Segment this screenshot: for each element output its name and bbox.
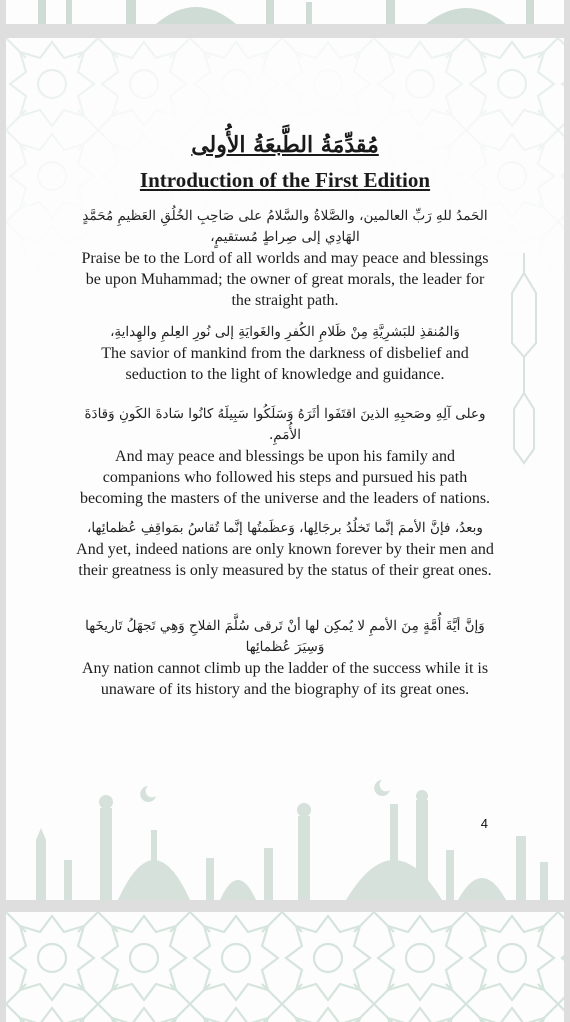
previous-page-edge [6, 0, 564, 24]
lantern-icon [504, 253, 544, 473]
paragraph-english: Praise be to the Lord of all worlds and may peace and blessings be upon Muhammad; the owner of great morals, the leader for the straight path. [81, 250, 489, 309]
next-page-edge [6, 912, 564, 1022]
mosque-skyline-illustration [6, 0, 564, 24]
title-arabic: مُقدِّمَةُ الطَّبعَةُ الأُولى [191, 132, 379, 158]
paragraph-english: The savior of mankind from the darkness of disbelief and seduction to the light of knowledge and guidance. [101, 345, 469, 383]
paragraph-arabic: وعلى آلِهِ وصَحبِهِ الذينَ اقتَفَوا أثَرَهُ وَسَلَكُوا سَبِيلَهُ كانُوا سَادةَ الكَونِ وَقادَةَ الأُمَمِ. [84, 406, 486, 443]
islamic-geometric-pattern [6, 912, 564, 1022]
paragraph-arabic: الحَمدُ للهِ رَبِّ العالمين، والصَّلاةُ والسَّلامُ على صَاحِبِ الخُلُقِ العَظيمِ مُحَمَّدٍ الهَادِي إلى صِراطٍ مُستقيمٍ، [82, 208, 488, 245]
document-page [6, 38, 564, 900]
paragraph-5 [76, 616, 494, 700]
paragraph-arabic: وبعدُ، فإنَّ الأممَ إنَّما تَخلُدُ برجَالِها، وَعظَمتُها إنَّما تُقاسُ بمَواقِفِ عُظمائِها، [87, 520, 483, 536]
mosque-skyline-illustration [6, 780, 564, 900]
paragraph-1 [76, 206, 494, 311]
paragraph-arabic: وَالمُنقذِ للبَشرِيَّةِ مِنْ ظَلامِ الكُفرِ والغَوايَةِ إلى نُورِ العِلمِ والهِدايةِ، [110, 324, 460, 340]
paragraph-english: Any nation cannot climb up the ladder of the success while it is unaware of its history and the biography of its great ones. [81, 660, 489, 698]
paragraph-4 [76, 518, 494, 581]
paragraph-english: And yet, indeed nations are only known forever by their men and their greatness is only measured by the status of their great ones. [76, 541, 494, 579]
paragraph-arabic: وَإنَّ أيَّةَ أُمَّةٍ مِنَ الأممِ لا يُمكِن لها أنْ تَرقى سُلَّمَ الفلاحِ وَهِي تَجهَلُ تَاريخَها وَسِيَرَ عُظمائِها [85, 618, 485, 655]
title-english: Introduction of the First Edition [139, 168, 431, 192]
paragraph-english: And may peace and blessings be upon his family and companions who followed his steps and pursued his path becoming the masters of the universe and the leaders of nations. [79, 448, 491, 507]
paragraph-3 [76, 404, 494, 509]
page-number: 4 [480, 816, 488, 831]
paragraph-2 [76, 322, 494, 385]
